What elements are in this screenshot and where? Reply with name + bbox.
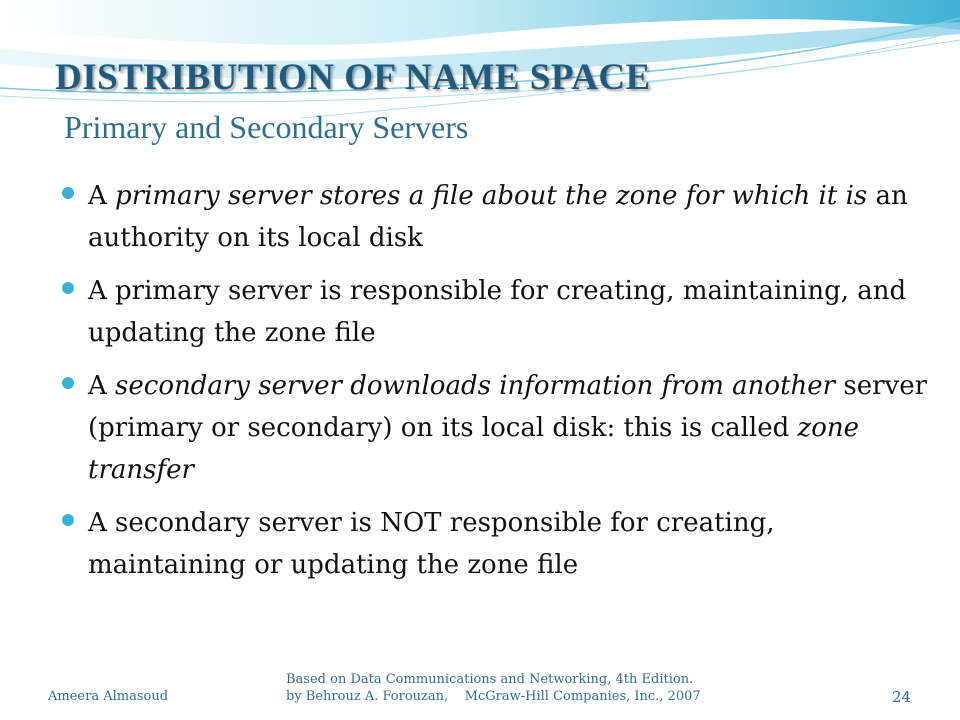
bullet-text-segment: A secondary server is NOT responsible for creating, maintaining or updating the zone file [88,508,775,580]
footer-source [286,671,701,705]
bullet-item [60,502,940,586]
bullet-list [60,175,940,597]
slide-title: DISTRIBUTION OF NAME SPACE [55,57,651,98]
bullet-item [60,365,940,491]
footer-source-line1: Based on Data Communications and Networking, 4th Edition. [286,672,694,687]
bullet-text-segment: primary server stores a file about the zone for which it is [115,181,868,211]
bullet-text [88,502,940,586]
bullet-text-segment: A [88,181,116,211]
bullet-item [60,175,940,259]
page-number: 24 [892,688,912,706]
bullet-text-segment: an authority on its local disk [88,181,908,253]
bullet-text [88,365,940,491]
bullet-text-segment: A [88,371,116,401]
bullet-text [88,270,940,354]
slide-subtitle: Primary and Secondary Servers [64,109,469,145]
footer-author: Ameera Almasoud [48,689,169,704]
bullet-item [60,270,940,354]
bullet-dot-icon [62,187,74,199]
bullet-text-segment: zone transfer [88,413,860,485]
bullet-dot-icon [62,282,74,294]
footer-source-line2: by Behrouz A. Forouzan, McGraw-Hill Companies, Inc., 2007 [286,689,701,704]
bullet-text [88,175,940,259]
bullet-dot-icon [62,514,74,526]
bullet-text-segment: A primary server is responsible for creating, maintaining, and updating the zone file [88,276,907,348]
bullet-text-segment: server (primary or secondary) on its local disk: this is called [88,371,928,443]
bullet-text-segment: secondary server downloads information from another [115,371,836,401]
bullet-dot-icon [62,377,74,389]
